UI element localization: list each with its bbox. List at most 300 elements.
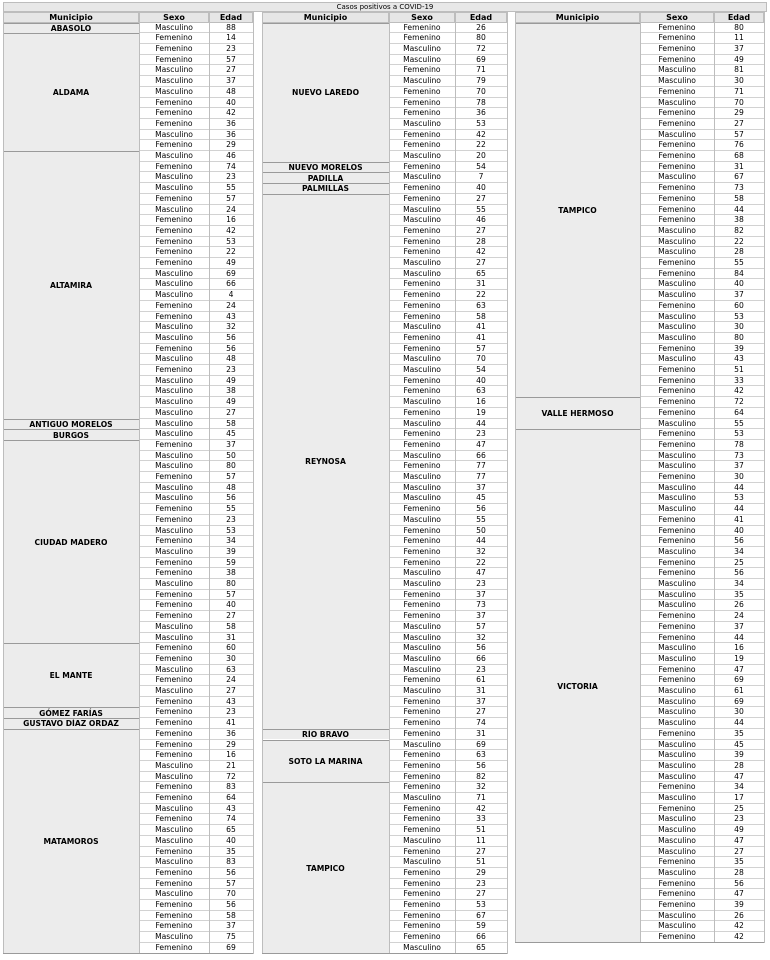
municipio-cell: GÓMEZ FARÍAS (3, 707, 139, 718)
sexo-cell: Masculino (403, 514, 441, 524)
table-row (640, 344, 764, 355)
table-row (389, 761, 507, 772)
edad-cell: 63 (226, 664, 236, 674)
edad-cell: 23 (476, 579, 486, 588)
table-row (640, 750, 764, 761)
table-row (389, 33, 507, 44)
sexo-cell: Femenino (403, 247, 441, 257)
table-row (389, 65, 507, 76)
sexo-cell: Femenino (403, 86, 441, 96)
edad-cell: 37 (226, 76, 236, 86)
edad-cell: 16 (226, 750, 236, 760)
table-row (389, 44, 507, 55)
edad-cell: 75 (226, 932, 236, 942)
table-row (640, 44, 764, 55)
sexo-cell: Masculino (658, 643, 696, 653)
edad-cell: 23 (226, 44, 236, 53)
edad-cell: 51 (476, 825, 486, 835)
table-row (389, 258, 507, 269)
table-row (640, 23, 764, 34)
column-divider (389, 12, 390, 954)
edad-cell: 53 (226, 525, 236, 535)
table-row (640, 205, 764, 216)
sexo-cell: Femenino (403, 696, 441, 706)
table-row (640, 151, 764, 162)
table-row (389, 793, 507, 804)
sexo-cell: Masculino (403, 258, 441, 267)
table-row (139, 472, 253, 483)
edad-cell: 70 (734, 97, 744, 107)
sexo-cell: Femenino (658, 193, 696, 203)
sexo-cell: Femenino (155, 718, 193, 728)
table-row (139, 911, 253, 922)
edad-cell: 56 (734, 568, 744, 578)
sexo-cell: Masculino (155, 450, 193, 460)
edad-cell: 74 (476, 718, 486, 728)
edad-cell: 40 (734, 279, 744, 289)
edad-cell: 31 (734, 161, 744, 171)
table-row (389, 847, 507, 858)
edad-cell: 55 (476, 204, 486, 214)
table-row (640, 130, 764, 141)
table-row (389, 911, 507, 922)
edad-cell: 21 (226, 760, 236, 770)
edad-cell: 63 (476, 750, 486, 760)
sexo-cell: Femenino (155, 215, 193, 225)
edad-cell: 36 (226, 728, 236, 738)
edad-cell: 27 (226, 611, 236, 621)
edad-cell: 69 (476, 739, 486, 749)
edad-cell: 73 (734, 183, 744, 193)
sexo-cell: Masculino (658, 65, 696, 75)
edad-cell: 30 (734, 472, 744, 481)
edad-cell: 27 (226, 65, 236, 75)
sexo-cell: Femenino (403, 140, 441, 150)
table-row (139, 119, 253, 130)
edad-cell: 70 (226, 889, 236, 899)
edad-cell: 59 (226, 557, 236, 567)
table-row (640, 258, 764, 269)
edad-cell: 53 (734, 493, 744, 503)
sexo-cell: Masculino (403, 664, 441, 674)
sexo-cell: Femenino (658, 472, 696, 481)
table-row (139, 590, 253, 601)
table-row (640, 633, 764, 644)
table-row (139, 568, 253, 579)
sexo-cell: Femenino (403, 889, 441, 899)
table-row (640, 333, 764, 344)
table-row (139, 697, 253, 708)
edad-cell: 64 (734, 407, 744, 417)
sexo-cell: Masculino (155, 354, 193, 364)
table-row (640, 194, 764, 205)
sexo-cell: Masculino (403, 857, 441, 867)
table-row (139, 162, 253, 173)
table-row (139, 707, 253, 718)
sexo-cell: Femenino (155, 696, 193, 706)
sexo-cell: Femenino (403, 675, 441, 685)
edad-cell: 53 (476, 900, 486, 909)
table-row (139, 804, 253, 815)
edad-cell: 29 (734, 108, 744, 118)
table-row (640, 825, 764, 836)
sexo-cell: Femenino (155, 568, 193, 578)
edad-cell: 22 (476, 557, 486, 567)
table-row (139, 483, 253, 494)
edad-cell: 37 (476, 611, 486, 621)
municipio-cell: CIUDAD MADERO (3, 440, 139, 643)
table-row (389, 429, 507, 440)
edad-cell: 42 (476, 129, 486, 139)
sexo-cell: Femenino (403, 97, 441, 107)
column-header-sexo: Sexo (389, 12, 455, 23)
edad-cell: 27 (734, 846, 744, 856)
table-row (139, 558, 253, 569)
sexo-cell: Masculino (403, 653, 441, 663)
sexo-cell: Masculino (155, 482, 193, 492)
edad-cell: 30 (734, 707, 744, 717)
sexo-cell: Femenino (403, 386, 441, 396)
sexo-cell: Masculino (658, 322, 696, 332)
sexo-cell: Masculino (155, 429, 193, 439)
edad-cell: 61 (476, 675, 486, 685)
table-row (139, 98, 253, 109)
edad-cell: 33 (734, 375, 744, 385)
table-row (139, 526, 253, 537)
table-row (139, 397, 253, 408)
sexo-cell: Femenino (658, 86, 696, 96)
table-row (640, 429, 764, 440)
edad-cell: 23 (226, 707, 236, 717)
sexo-cell: Femenino (403, 921, 441, 931)
table-row (389, 194, 507, 205)
edad-cell: 41 (476, 322, 486, 332)
edad-cell: 43 (226, 311, 236, 321)
sexo-cell: Femenino (658, 514, 696, 524)
sexo-cell: Masculino (403, 397, 441, 407)
sexo-cell: Masculino (658, 482, 696, 492)
municipio-cell: NUEVO LAREDO (262, 23, 389, 162)
sexo-cell: Masculino (403, 365, 441, 374)
column-divider (714, 12, 715, 943)
table-row (389, 76, 507, 87)
edad-cell: 24 (226, 300, 236, 310)
table-row (139, 279, 253, 290)
sexo-cell: Masculino (155, 386, 193, 396)
edad-cell: 78 (734, 439, 744, 449)
column-divider (209, 12, 210, 954)
sexo-cell: Femenino (155, 514, 193, 524)
table-row (389, 119, 507, 130)
table-row (640, 87, 764, 98)
table-row (139, 258, 253, 269)
sexo-cell: Masculino (658, 771, 696, 781)
edad-cell: 47 (734, 664, 744, 674)
table-row (389, 290, 507, 301)
sexo-cell: Masculino (155, 889, 193, 899)
table-row (389, 504, 507, 515)
edad-cell: 28 (476, 236, 486, 246)
table-row (139, 461, 253, 472)
sexo-cell: Femenino (403, 867, 441, 877)
table-row (139, 547, 253, 558)
sexo-cell: Masculino (658, 129, 696, 139)
edad-cell: 22 (226, 247, 236, 257)
table-row (139, 419, 253, 430)
edad-cell: 42 (476, 247, 486, 257)
sexo-cell: Masculino (658, 760, 696, 770)
sexo-cell: Masculino (658, 236, 696, 246)
sexo-cell: Femenino (155, 97, 193, 107)
table-row (640, 76, 764, 87)
sexo-cell: Masculino (155, 407, 193, 417)
sexo-cell: Femenino (658, 343, 696, 353)
sexo-cell: Femenino (658, 611, 696, 621)
sexo-cell: Masculino (403, 482, 441, 492)
edad-cell: 41 (734, 514, 744, 524)
edad-cell: 88 (226, 22, 236, 32)
sexo-cell: Femenino (403, 290, 441, 300)
sexo-cell: Masculino (658, 750, 696, 760)
sexo-cell: Masculino (155, 461, 193, 471)
sexo-cell: Femenino (658, 664, 696, 674)
edad-cell: 66 (476, 450, 486, 460)
sexo-cell: Femenino (403, 589, 441, 599)
table-row (389, 237, 507, 248)
edad-cell: 64 (226, 793, 236, 802)
table-row (640, 312, 764, 323)
edad-cell: 74 (226, 814, 236, 824)
table-row (139, 643, 253, 654)
edad-cell: 43 (226, 696, 236, 706)
table-row (389, 397, 507, 408)
table-row (640, 33, 764, 44)
sexo-cell: Femenino (658, 728, 696, 738)
table-row (139, 932, 253, 943)
municipio-cell: SOTO LA MARINA (262, 740, 389, 783)
sexo-cell: Masculino (658, 814, 696, 824)
table-row (640, 119, 764, 130)
edad-cell: 55 (734, 258, 744, 267)
table-row (389, 590, 507, 601)
edad-cell: 27 (476, 889, 486, 899)
table-row (139, 847, 253, 858)
edad-cell: 11 (734, 33, 744, 43)
table-row (139, 857, 253, 868)
edad-cell: 40 (226, 835, 236, 845)
edad-cell: 29 (476, 867, 486, 877)
edad-cell: 46 (226, 151, 236, 160)
sexo-cell: Masculino (658, 867, 696, 877)
table-row (640, 526, 764, 537)
sexo-cell: Femenino (155, 536, 193, 546)
table-row (139, 665, 253, 676)
table-row (389, 376, 507, 387)
sexo-cell: Masculino (658, 97, 696, 107)
table-row (389, 611, 507, 622)
edad-cell: 72 (734, 397, 744, 407)
edad-cell: 49 (226, 258, 236, 267)
table-row (389, 419, 507, 430)
table-row (139, 76, 253, 87)
sexo-cell: Femenino (658, 151, 696, 160)
edad-cell: 31 (476, 728, 486, 738)
edad-cell: 27 (476, 225, 486, 235)
edad-cell: 39 (226, 546, 236, 556)
sexo-cell: Masculino (155, 546, 193, 556)
edad-cell: 70 (476, 354, 486, 364)
table-row (640, 868, 764, 879)
table-row (640, 804, 764, 815)
sexo-cell: Masculino (403, 44, 441, 53)
edad-cell: 34 (734, 546, 744, 556)
edad-cell: 76 (734, 140, 744, 150)
sexo-cell: Femenino (658, 204, 696, 214)
sexo-cell: Masculino (403, 632, 441, 642)
edad-cell: 37 (734, 290, 744, 300)
municipio-cell: ALDAMA (3, 33, 139, 151)
edad-cell: 53 (226, 236, 236, 246)
sexo-cell: Femenino (155, 921, 193, 931)
table-row (640, 921, 764, 932)
sexo-cell: Femenino (155, 108, 193, 118)
table-row (139, 750, 253, 761)
edad-cell: 48 (226, 482, 236, 492)
sexo-cell: Femenino (155, 161, 193, 171)
sexo-cell: Masculino (155, 322, 193, 332)
edad-cell: 31 (226, 632, 236, 642)
sexo-cell: Femenino (155, 814, 193, 824)
edad-cell: 63 (476, 386, 486, 396)
table-row (139, 825, 253, 836)
sexo-cell: Femenino (658, 557, 696, 567)
edad-cell: 25 (734, 557, 744, 567)
edad-cell: 68 (734, 151, 744, 160)
edad-cell: 34 (734, 579, 744, 588)
edad-cell: 23 (734, 814, 744, 824)
municipio-cell: REYNOSA (262, 194, 389, 729)
sexo-cell: Femenino (155, 611, 193, 621)
edad-cell: 28 (734, 760, 744, 770)
table-row (139, 386, 253, 397)
sexo-cell: Masculino (403, 54, 441, 64)
edad-cell: 22 (476, 290, 486, 300)
table-row (389, 472, 507, 483)
sexo-cell: Masculino (155, 760, 193, 770)
table-row (640, 847, 764, 858)
sexo-cell: Masculino (658, 696, 696, 706)
sexo-cell: Femenino (403, 108, 441, 118)
edad-cell: 26 (734, 910, 744, 920)
edad-cell: 27 (226, 407, 236, 417)
table-row (139, 515, 253, 526)
sexo-cell: Femenino (403, 279, 441, 289)
sexo-cell: Femenino (155, 140, 193, 150)
table-row (640, 183, 764, 194)
edad-cell: 72 (476, 44, 486, 53)
sexo-cell: Femenino (403, 300, 441, 310)
edad-cell: 56 (226, 900, 236, 909)
edad-cell: 26 (476, 22, 486, 32)
table-row (389, 536, 507, 547)
table-row (389, 686, 507, 697)
table-row (640, 397, 764, 408)
edad-cell: 80 (226, 579, 236, 588)
table-row (640, 515, 764, 526)
sexo-cell: Masculino (155, 65, 193, 75)
sexo-cell: Masculino (403, 268, 441, 278)
table-row (139, 140, 253, 151)
edad-cell: 77 (476, 461, 486, 471)
sexo-cell: Femenino (155, 793, 193, 802)
table-row (389, 108, 507, 119)
municipio-cell: NUEVO MORELOS (262, 162, 389, 173)
edad-cell: 7 (478, 172, 484, 182)
edad-cell: 55 (226, 183, 236, 193)
sexo-cell: Femenino (155, 878, 193, 888)
table-row (139, 237, 253, 248)
sexo-cell: Masculino (155, 579, 193, 588)
sexo-cell: Femenino (403, 707, 441, 717)
edad-cell: 39 (734, 900, 744, 909)
edad-cell: 32 (476, 546, 486, 556)
edad-cell: 57 (226, 193, 236, 203)
table-row (389, 215, 507, 226)
sexo-cell: Masculino (658, 825, 696, 835)
table-row (389, 547, 507, 558)
edad-cell: 60 (226, 643, 236, 653)
edad-cell: 57 (476, 621, 486, 631)
sexo-cell: Femenino (403, 536, 441, 546)
table-row (389, 622, 507, 633)
table-row (139, 718, 253, 729)
sexo-cell: Femenino (403, 429, 441, 439)
sexo-cell: Femenino (403, 718, 441, 728)
table-row (139, 333, 253, 344)
edad-cell: 23 (476, 878, 486, 888)
sexo-cell: Masculino (658, 707, 696, 717)
sexo-cell: Femenino (403, 611, 441, 621)
table-row (389, 654, 507, 665)
table-row (389, 365, 507, 376)
table-row (640, 665, 764, 676)
sexo-cell: Masculino (155, 932, 193, 942)
sexo-cell: Femenino (403, 332, 441, 342)
table-row (389, 782, 507, 793)
sexo-cell: Femenino (155, 707, 193, 717)
sexo-cell: Femenino (155, 225, 193, 235)
sexo-cell: Femenino (403, 193, 441, 203)
edad-cell: 82 (734, 225, 744, 235)
edad-cell: 30 (226, 653, 236, 663)
table-row (389, 493, 507, 504)
table-row (640, 172, 764, 183)
table-row (389, 440, 507, 451)
table-row (139, 151, 253, 162)
sexo-cell: Femenino (155, 600, 193, 610)
edad-cell: 59 (476, 921, 486, 931)
edad-cell: 49 (226, 397, 236, 407)
sexo-cell: Masculino (155, 418, 193, 428)
table-row (139, 761, 253, 772)
edad-cell: 58 (476, 311, 486, 321)
sexo-cell: Femenino (403, 129, 441, 139)
table-row (389, 172, 507, 183)
edad-cell: 32 (476, 782, 486, 792)
sexo-cell: Femenino (155, 311, 193, 321)
sexo-cell: Femenino (155, 653, 193, 663)
sexo-cell: Femenino (155, 472, 193, 481)
